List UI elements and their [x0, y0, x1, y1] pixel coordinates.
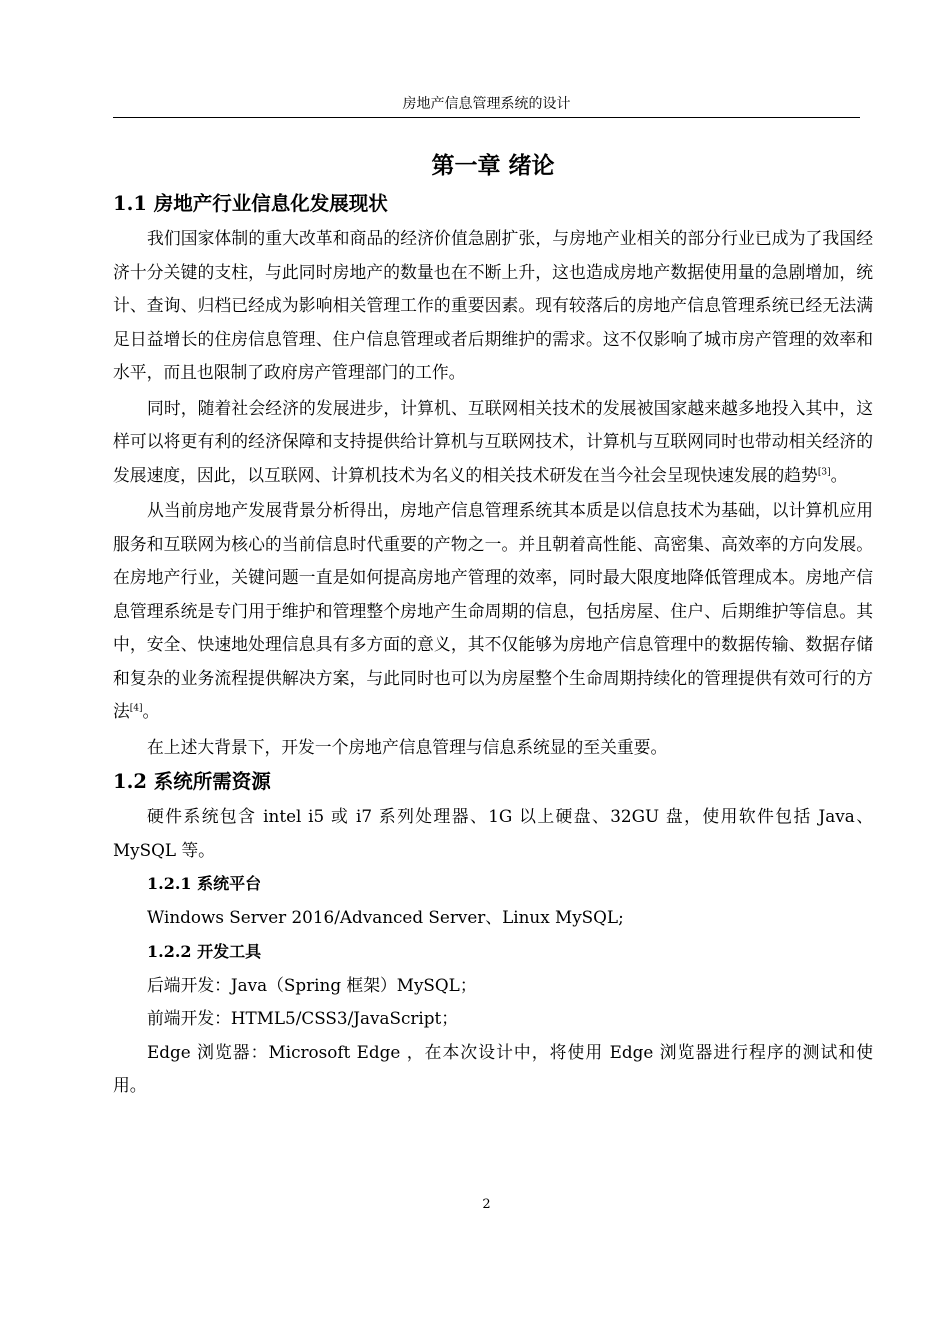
citation-ref-3: [3] [817, 466, 831, 477]
citation-ref-4: [4] [129, 703, 143, 714]
browser-tools: Edge 浏览器：Microsoft Edge ，在本次设计中，将使用 Edge 浏览器进行程序的测试和使用。 [113, 1041, 873, 1095]
header-divider [113, 117, 860, 118]
paragraph-end: 。 [830, 464, 848, 485]
frontend-tools: 前端开发：HTML5/CSS3/JavaScript； [147, 1008, 459, 1028]
running-header: 房地产信息管理系统的设计 [402, 96, 571, 112]
subsection-heading-1-2-1: 1.2.1 系统平台 [147, 874, 262, 893]
platform-text: Windows Server 2016/Advanced Server、Linux MySQL; [147, 907, 624, 927]
page-number: 2 [482, 1197, 491, 1212]
paragraph-text: 同时，随着社会经济的发展进步，计算机、互联网相关技术的发展被国家越来越多地投入其中，这样可以将更有利的经济保障和支持提供给计算机与互联网技术，计算机与互联网同时也带动相关经济的发展速度，因此，以互联网、计算机技术为名义的相关技术研发在当今社会呈现快速发展的趋势 [113, 397, 873, 485]
section-heading-1-2: 1.2 系统所需资源 [113, 770, 271, 793]
paragraph-text: 从当前房地产发展背景分析得出，房地产信息管理系统其本质是以信息技术为基础，以计算机应用服务和互联网为核心的当前信息时代重要的产物之一。并且朝着高性能、高密集、高效率的方向发展。在房地产行业，关键问题一直是如何提高房地产管理的效率，同时最大限度地降低管理成本。房地产信息管理系统是专门用于维护和管理整个房地产生命周期的信息，包括房屋、住户、后期维护等信息。其中，安全、快速地处理信息具有多方面的意义，其不仅能够为房地产信息管理中的数据传输、数据存储和复杂的业务流程提供解决方案，与此同时也可以为房屋整个生命周期持续化的管理提供有效可行的方法 [113, 500, 873, 721]
chapter-title: 第一章 绪论 [431, 152, 555, 179]
subsection-heading-1-2-2: 1.2.2 开发工具 [147, 941, 262, 961]
paragraph-end: 。 [142, 701, 160, 721]
paragraph-background-4: 在上述大背景下，开发一个房地产信息管理与信息系统显的至关重要。 [147, 736, 668, 757]
paragraph-background-1: 我们国家体制的重大改革和商品的经济价值急剧扩张，与房地产业相关的部分行业已成为了我国经济十分关键的支柱，与此同时房地产的数量也在不断上升，这也造成房地产数据使用量的急剧增加，统计、查询、归档已经成为影响相关管理工作的重要因素。现有较落后的房地产信息管理系统已经无法满足日益增长的住房信息管理、住户信息管理或者后期维护的需求。这不仅影响了城市房产管理的效率和水平，而且也限制了政府房产管理部门的工作。 [113, 228, 873, 382]
paragraph-background-2 [113, 392, 873, 493]
page-body [113, 146, 873, 1103]
paragraph-background-3 [113, 494, 873, 729]
paragraph-resources: 硬件系统包含 intel i5 或 i7 系列处理器、1G 以上硬盘、32GU 盘，使用软件包括 Java、MySQL 等。 [113, 806, 873, 860]
backend-tools: 后端开发：Java（Spring 框架）MySQL； [147, 974, 477, 995]
section-heading-1-1: 1.1 房地产行业信息化发展现状 [113, 192, 388, 215]
